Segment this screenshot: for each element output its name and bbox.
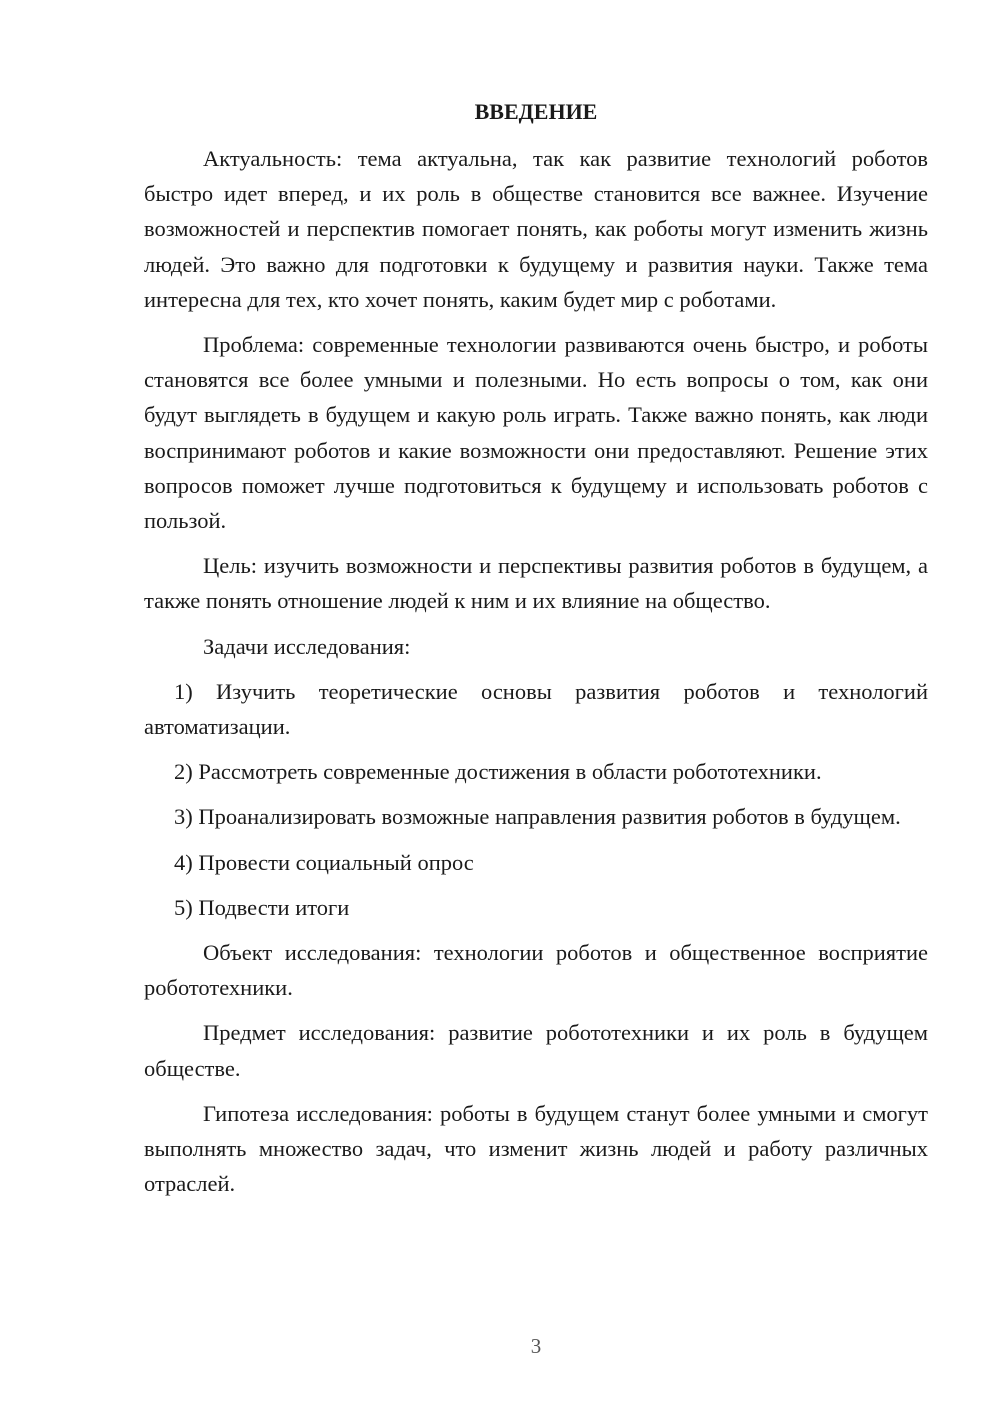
hypothesis-paragraph: Гипотеза исследования: роботы в будущем станут более умными и смогут выполнять множество задач, что изменит жизнь людей и работу различных отраслей. bbox=[144, 1100, 928, 1197]
task-item-4: 4) Провести социальный опрос bbox=[174, 849, 474, 875]
task-item-5: 5) Подвести итоги bbox=[174, 894, 350, 920]
page-title: ВВЕДЕНИЕ bbox=[474, 99, 598, 124]
page-number: 3 bbox=[530, 1334, 542, 1358]
task-item-2: 2) Рассмотреть современные достижения в области робототехники. bbox=[174, 759, 822, 785]
task-item-1: 1) Изучить теоретические основы развития роботов и технологий автоматизации. bbox=[144, 678, 928, 740]
problem-paragraph: Проблема: современные технологии развиваются очень быстро, и роботы становятся все более умными и полезными. Но есть вопросы о том, как они будут выглядеть в будущем и какую роль играть. Также важно понять, как люди воспринимают роботов и какие возможности они предоставляют. Решение этих вопросов поможет лучше подготовиться к будущему и использовать роботов с пользой. bbox=[144, 332, 928, 534]
document-body bbox=[144, 94, 928, 1211]
tasks-heading: Задачи исследования: bbox=[203, 633, 411, 659]
relevance-paragraph: Актуальность: тема актуальна, так как развитие технологий роботов быстро идет вперед, и их роль в обществе становится все важнее. Изучение возможностей и перспектив помогает понять, как роботы могут изменить жизнь людей. Это важно для подготовки к будущему и развития науки. Также тема интересна для тех, кто хочет понять, каким будет мир с роботами. bbox=[144, 146, 928, 312]
task-item-3: 3) Проанализировать возможные направления развития роботов в будущем. bbox=[174, 804, 901, 830]
goal-paragraph: Цель: изучить возможности и перспективы развития роботов в будущем, а также понять отношение людей к ним и их влияние на общество. bbox=[144, 553, 928, 614]
object-paragraph: Объект исследования: технологии роботов и общественное восприятие робототехники. bbox=[144, 940, 928, 1001]
subject-paragraph: Предмет исследования: развитие робототехники и их роль в будущем обществе. bbox=[144, 1020, 928, 1081]
